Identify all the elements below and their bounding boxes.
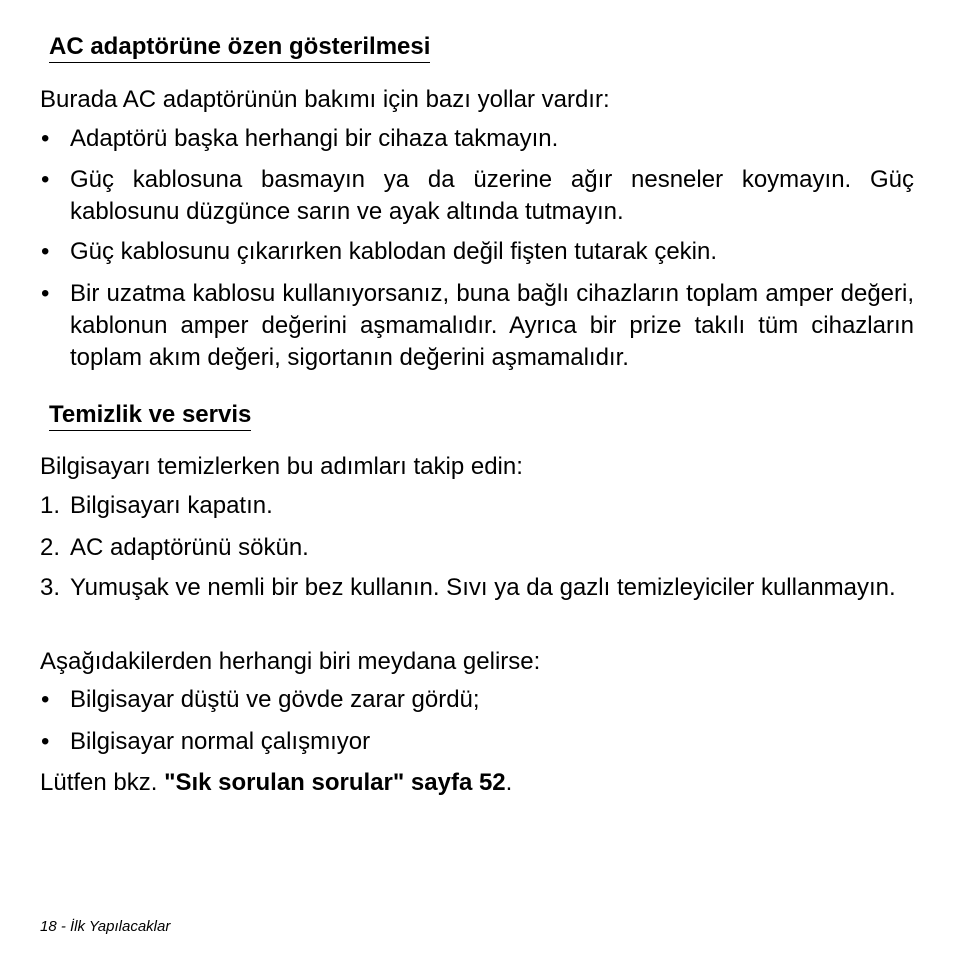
list-item-text: Bilgisayar düştü ve gövde zarar gördü; xyxy=(70,686,480,713)
list-item-text: Adaptörü başka herhangi bir cihaza takmayın. xyxy=(70,125,559,152)
list-item xyxy=(40,726,914,758)
bullet-marker: • xyxy=(41,686,50,713)
reference-suffix: . xyxy=(505,769,513,796)
list-item xyxy=(40,164,914,228)
bullet-marker: • xyxy=(41,238,50,265)
section-heading-ac-adapter: AC adaptörüne özen gösterilmesi xyxy=(49,33,430,63)
list-item-text: Bir uzatma kablosu kullanıyorsanız, buna bağlı cihazların toplam amper değeri, kablonun amper değerini aşmamalıdır. Ayrıca bir prize takılı tüm cihazların toplam akım değeri, sigortanın değerini aşmamalıdır. xyxy=(70,280,914,371)
step-number: 3. xyxy=(40,574,61,601)
section-intro-cleaning: Bilgisayarı temizlerken bu adımları takip edin: xyxy=(40,453,523,480)
step-number: 1. xyxy=(40,492,61,519)
numbered-step xyxy=(40,572,914,604)
step-text: Bilgisayarı kapatın. xyxy=(70,492,273,519)
step-text: Yumuşak ve nemli bir bez kullanın. Sıvı ya da gazlı temizleyiciler kullanmayın. xyxy=(70,574,896,601)
page-footer: 18 - İlk Yapılacaklar xyxy=(40,918,171,935)
step-text: AC adaptörünü sökün. xyxy=(70,534,309,561)
reference-line xyxy=(40,767,914,799)
bullet-marker: • xyxy=(41,125,50,152)
list-item xyxy=(40,123,914,155)
numbered-step xyxy=(40,532,914,564)
bullet-marker: • xyxy=(41,280,50,307)
list-item xyxy=(40,278,914,374)
numbered-step xyxy=(40,490,914,522)
list-item-text: Güç kablosunu çıkarırken kablodan değil fişten tutarak çekin. xyxy=(70,238,718,265)
reference-prefix: Lütfen bkz. xyxy=(40,769,165,796)
list-item-text: Güç kablosuna basmayın ya da üzerine ağır nesneler koymayın. Güç kablosunu düzgünce sarın ve ayak altında tutmayın. xyxy=(70,166,914,225)
bullet-marker: • xyxy=(41,166,50,193)
list-item-text: Bilgisayar normal çalışmıyor xyxy=(70,728,371,755)
bullet-marker: • xyxy=(41,728,50,755)
step-number: 2. xyxy=(40,534,61,561)
conditions-intro: Aşağıdakilerden herhangi biri meydana gelirse: xyxy=(40,648,541,675)
section-heading-cleaning-service: Temizlik ve servis xyxy=(49,401,251,431)
section-intro-ac-adapter: Burada AC adaptörünün bakımı için bazı yollar vardır: xyxy=(40,86,610,113)
faq-reference-link[interactable]: "Sık sorulan sorular" sayfa 52 xyxy=(164,769,506,796)
list-item xyxy=(40,236,914,268)
list-item xyxy=(40,684,914,716)
